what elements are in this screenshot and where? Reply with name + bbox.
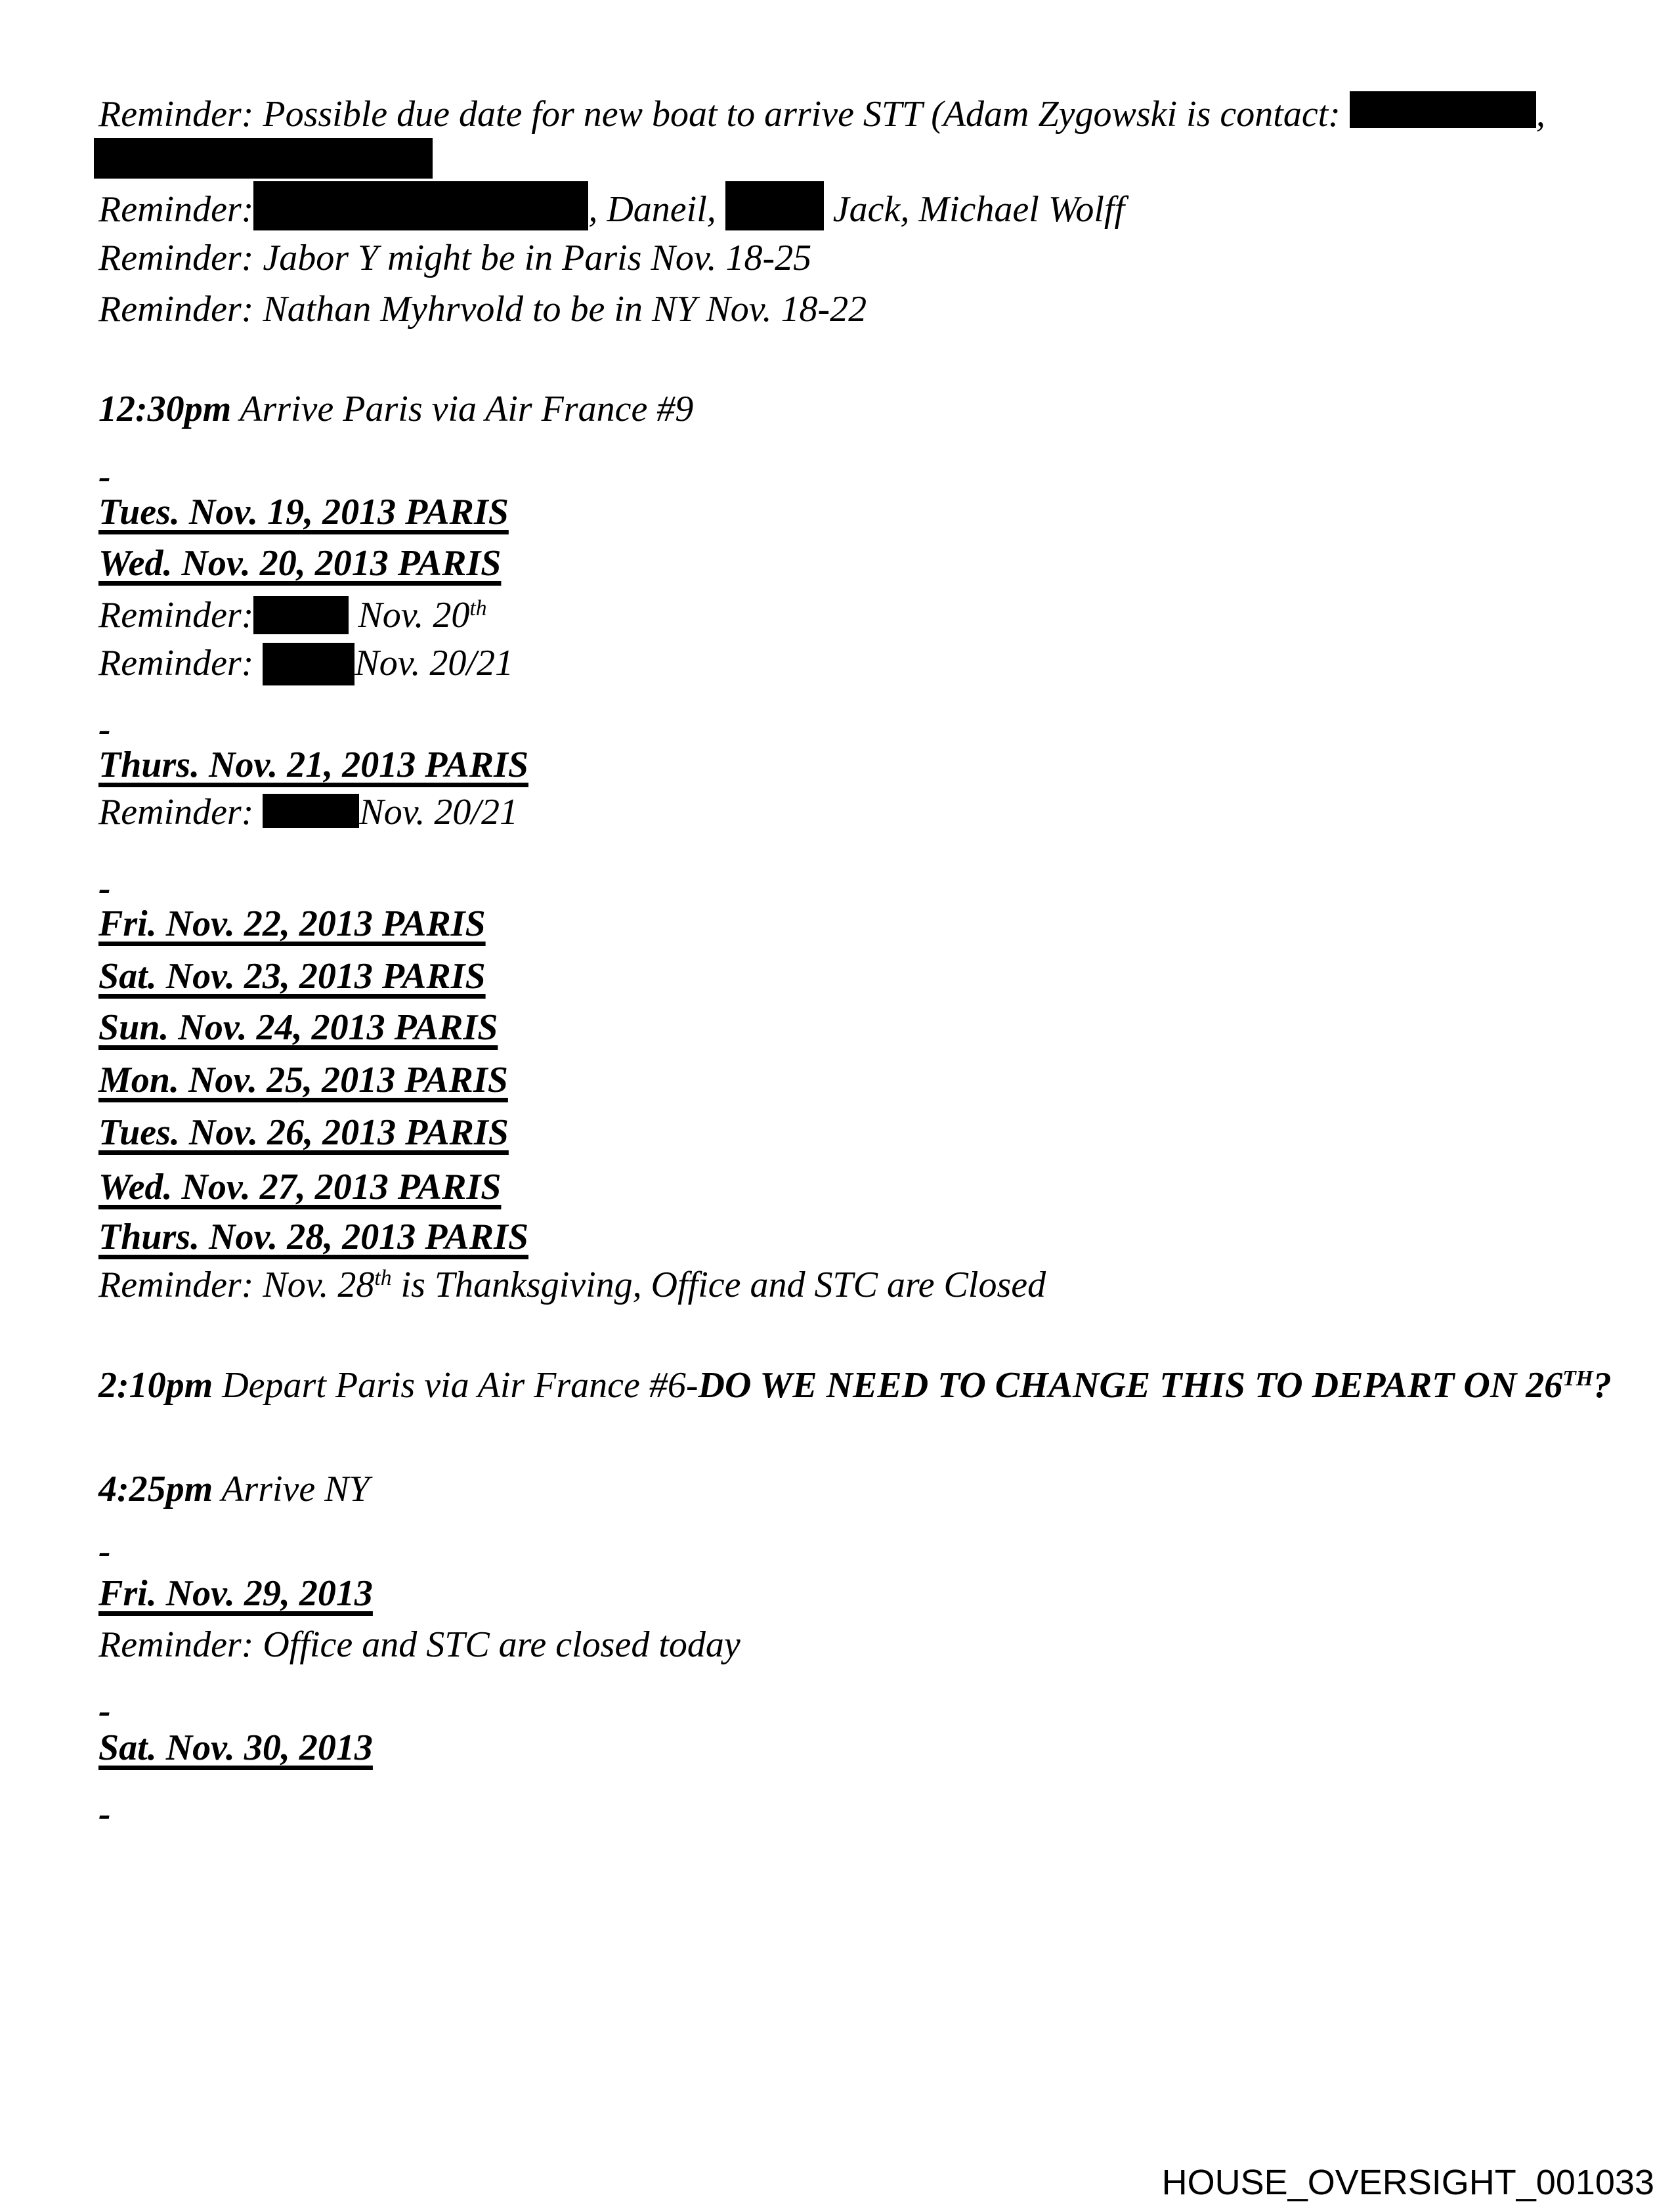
day-header-sat30: Sat. Nov. 30, 2013 bbox=[98, 1727, 373, 1768]
reminder-nathan-line: Reminder: Nathan Myhrvold to be in NY Nov. 18-22 bbox=[98, 289, 867, 330]
reminder-thanksgiving-ordinal: th bbox=[374, 1265, 392, 1290]
reminder-thanksgiving-line bbox=[98, 1263, 1046, 1312]
section-dash: - bbox=[98, 709, 111, 750]
redaction-block bbox=[263, 643, 354, 685]
reminder-jabor-line: Reminder: Jabor Y might be in Paris Nov. 18-25 bbox=[98, 238, 812, 278]
arrive-ny-line bbox=[98, 1467, 370, 1511]
arrive-paris-line bbox=[98, 387, 693, 431]
bates-number: HOUSE_OVERSIGHT_001033 bbox=[1161, 2163, 1654, 2202]
day-header-tue19: Tues. Nov. 19, 2013 PARIS bbox=[98, 492, 509, 532]
reminder-thanksgiving-pre: Reminder: Nov. 28 bbox=[98, 1265, 375, 1305]
day-header-sun24: Sun. Nov. 24, 2013 PARIS bbox=[98, 1007, 498, 1048]
depart-paris-text: Depart Paris via Air France #6- bbox=[213, 1365, 698, 1406]
redaction-block bbox=[725, 181, 824, 230]
reminder-closed-line: Reminder: Office and STC are closed today bbox=[98, 1624, 740, 1665]
arrive-ny-time: 4:25pm bbox=[98, 1469, 213, 1509]
section-dash: - bbox=[98, 868, 111, 909]
arrive-paris-text: Arrive Paris via Air France #9 bbox=[231, 389, 694, 429]
reminder-nov2021-label: Reminder: bbox=[98, 643, 263, 683]
day-header-fri22: Fri. Nov. 22, 2013 PARIS bbox=[98, 903, 486, 944]
depart-paris-question: DO WE NEED TO CHANGE THIS TO DEPART ON 26 bbox=[698, 1365, 1563, 1406]
redaction-block bbox=[253, 181, 588, 230]
day-header-wed20: Wed. Nov. 20, 2013 PARIS bbox=[98, 543, 502, 584]
arrive-ny-text: Arrive NY bbox=[213, 1469, 370, 1509]
reminder-names-line bbox=[98, 181, 1125, 232]
day-header-mon25: Mon. Nov. 25, 2013 PARIS bbox=[98, 1060, 508, 1100]
redaction-block bbox=[94, 138, 433, 179]
day-header-sat23: Sat. Nov. 23, 2013 PARIS bbox=[98, 956, 486, 997]
section-dash: - bbox=[98, 1794, 111, 1834]
reminder-boat-comma: , bbox=[1535, 94, 1545, 135]
reminder-nov2021-date: Nov. 20/21 bbox=[359, 792, 518, 833]
section-dash: - bbox=[98, 1691, 111, 1731]
reminder-nov20-ordinal: th bbox=[469, 596, 487, 620]
reminder-names-label: Reminder: bbox=[98, 189, 254, 230]
reminder-nov2021-line-2 bbox=[98, 790, 518, 835]
reminder-boat-text: Reminder: Possible due date for new boat to arrive STT (Adam Zygowski is contact: bbox=[98, 94, 1350, 135]
arrive-paris-time: 12:30pm bbox=[98, 389, 232, 429]
depart-paris-question-mark: ? bbox=[1593, 1365, 1612, 1406]
reminder-thanksgiving-post: is Thanksgiving, Office and STC are Closed bbox=[391, 1265, 1046, 1305]
day-header-fri29: Fri. Nov. 29, 2013 bbox=[98, 1573, 373, 1614]
day-header-tue26: Tues. Nov. 26, 2013 PARIS bbox=[98, 1112, 509, 1153]
depart-paris-line bbox=[98, 1363, 1612, 1413]
day-header-wed27: Wed. Nov. 27, 2013 PARIS bbox=[98, 1167, 502, 1207]
section-dash: - bbox=[98, 456, 111, 497]
reminder-boat-line bbox=[98, 91, 1545, 137]
reminder-nov2021-label: Reminder: bbox=[98, 792, 263, 833]
reminder-names-mid: , Daneil, bbox=[588, 189, 725, 230]
day-header-thu21: Thurs. Nov. 21, 2013 PARIS bbox=[98, 745, 528, 785]
reminder-nov2021-date: Nov. 20/21 bbox=[354, 643, 513, 683]
redaction-block bbox=[263, 794, 359, 828]
depart-paris-time: 2:10pm bbox=[98, 1365, 213, 1406]
day-header-thu28: Thurs. Nov. 28, 2013 PARIS bbox=[98, 1217, 528, 1257]
reminder-names-end: Jack, Michael Wolff bbox=[823, 189, 1125, 230]
redaction-block bbox=[253, 596, 349, 634]
section-dash: - bbox=[98, 1531, 111, 1572]
depart-paris-ordinal: TH bbox=[1562, 1366, 1593, 1391]
reminder-nov20-line bbox=[98, 593, 487, 643]
reminder-nov20-label: Reminder: bbox=[98, 595, 254, 636]
reminder-nov2021-line-1 bbox=[98, 641, 513, 685]
reminder-nov20-date: Nov. 20 bbox=[349, 595, 470, 636]
redaction-block bbox=[1350, 91, 1536, 128]
